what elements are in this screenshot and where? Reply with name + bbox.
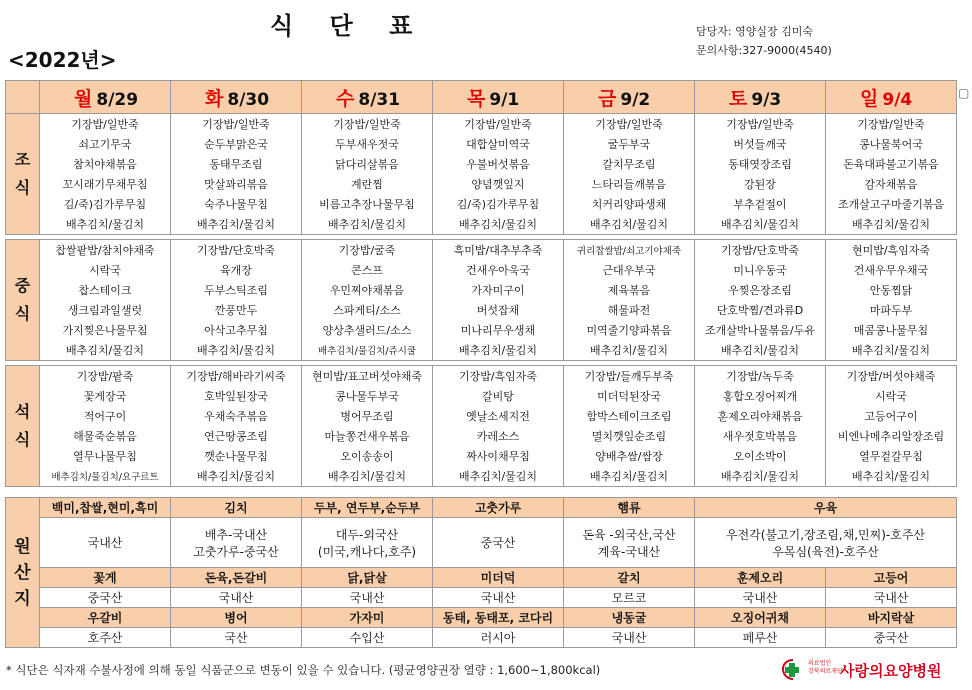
menu-cell: 미역줄기양파볶음 [564, 320, 695, 340]
menu-cell: 배추김치/물김치 [302, 214, 433, 235]
menu-cell: 마늘쫑건새우볶음 [302, 426, 433, 446]
menu-cell: 동태무조림 [171, 154, 302, 174]
menu-cell: 버섯들깨국 [695, 134, 826, 154]
origin-item-value: 러시아 [433, 628, 564, 648]
meal-label: 석 식 [6, 366, 40, 487]
origin-item-value: 국내산 [695, 588, 826, 608]
menu-cell: 오이소박이 [695, 446, 826, 466]
menu-cell: 기장밥/일반죽 [826, 114, 957, 135]
menu-cell: 갈치무조림 [564, 154, 695, 174]
origin-item-name: 꽃게 [40, 568, 171, 588]
origin-item-name: 백미,찹쌀,현미,흑미 [40, 498, 171, 518]
menu-cell: 배추김치/물김치 [695, 466, 826, 487]
menu-cell: 미더덕된장국 [564, 386, 695, 406]
menu-cell: 강된장 [695, 174, 826, 194]
menu-cell: 조개살박나물볶음/두유 [695, 320, 826, 340]
menu-cell: 양배추쌈/쌈장 [564, 446, 695, 466]
menu-cell: 콩나물북어국 [826, 134, 957, 154]
menu-cell: 양상추샐러드/소스 [302, 320, 433, 340]
origin-item-value: 모르코 [564, 588, 695, 608]
origin-item-value: 호주산 [40, 628, 171, 648]
origin-item-value: 중국산 [826, 628, 957, 648]
origin-item-name: 병어 [171, 608, 302, 628]
menu-cell: 제육볶음 [564, 280, 695, 300]
day-name: 목 [467, 87, 486, 110]
menu-cell: 카레소스 [433, 426, 564, 446]
day-name: 월 [74, 87, 93, 110]
menu-cell: 김/죽)김가루무침 [433, 194, 564, 214]
menu-cell: 안동찜닭 [826, 280, 957, 300]
day-name: 토 [729, 87, 748, 110]
menu-cell: 숙주나물무침 [171, 194, 302, 214]
menu-cell: 고등어구이 [826, 406, 957, 426]
origin-item-name: 동태, 동태포, 코다리 [433, 608, 564, 628]
day-date: 9/3 [751, 89, 782, 110]
menu-cell: 부추겉절이 [695, 194, 826, 214]
menu-cell: 기장밥/녹두죽 [695, 366, 826, 387]
origin-item-name: 미더덕 [433, 568, 564, 588]
menu-cell: 기장밥/팥죽 [40, 366, 171, 387]
page-title: 식 단 표 [270, 12, 427, 40]
origin-item-value: 배추-국내산 고춧가루-중국산 [171, 518, 302, 568]
day-date: 9/2 [620, 89, 651, 110]
origin-item-value: 돈육 -외국산,국산 계육-국내산 [564, 518, 695, 568]
menu-table [5, 80, 957, 487]
menu-cell: 아삭고추무침 [171, 320, 302, 340]
menu-cell: 가자미구이 [433, 280, 564, 300]
menu-cell: 호박잎된장국 [171, 386, 302, 406]
origin-label: 원 산 지 [6, 498, 40, 648]
menu-cell: 짜사이채무침 [433, 446, 564, 466]
menu-cell: 육개장 [171, 260, 302, 280]
origin-item-value: 중국산 [40, 588, 171, 608]
menu-cell: 배추김치/물김치 [826, 340, 957, 361]
origin-item-value: 국내산 [433, 588, 564, 608]
menu-cell: 시락국 [40, 260, 171, 280]
menu-cell: 기장밥/단호박죽 [695, 240, 826, 261]
origin-item-name: 우육 [695, 498, 957, 518]
day-date: 9/4 [882, 89, 913, 110]
menu-cell: 생크림과일샐럿 [40, 300, 171, 320]
menu-cell: 조개살고구마줄기볶음 [826, 194, 957, 214]
menu-cell: 감자채볶음 [826, 174, 957, 194]
menu-cell: 닭다리살볶음 [302, 154, 433, 174]
menu-cell: 기장밥/해바라기씨죽 [171, 366, 302, 387]
day-name: 일 [860, 87, 879, 110]
menu-cell: 연근땅콩조림 [171, 426, 302, 446]
menu-cell: 배추김치/물김치 [302, 466, 433, 487]
menu-cell: 새우젓호박볶음 [695, 426, 826, 446]
day-header [564, 81, 695, 114]
menu-cell: 건새우무우채국 [826, 260, 957, 280]
menu-cell: 대합살미역국 [433, 134, 564, 154]
menu-cell: 기장밥/들깨두부죽 [564, 366, 695, 387]
menu-cell: 비엔나메추리알장조림 [826, 426, 957, 446]
menu-cell: 치커리양파생채 [564, 194, 695, 214]
origin-item-name: 햄류 [564, 498, 695, 518]
menu-cell: 배추김치/물김치 [40, 340, 171, 361]
origin-item-name: 가자미 [302, 608, 433, 628]
menu-cell: 함박스테이크조림 [564, 406, 695, 426]
day-header [40, 81, 171, 114]
origin-item-name: 우갈비 [40, 608, 171, 628]
menu-cell: 배추김치/물김치 [171, 340, 302, 361]
day-date: 9/1 [489, 89, 520, 110]
menu-cell: 찹스테이크 [40, 280, 171, 300]
origin-table [5, 497, 957, 648]
origin-item-name: 오징어귀채 [695, 608, 826, 628]
logo-foundation-text: 의료법인 강북의료재단 [808, 660, 843, 675]
logo-hospital-name: 사랑의요양병원 [840, 662, 942, 680]
menu-cell: 적어구이 [40, 406, 171, 426]
menu-cell: 해물죽순볶음 [40, 426, 171, 446]
day-name: 화 [205, 87, 224, 110]
menu-cell: 콩나물두부국 [302, 386, 433, 406]
menu-cell: 기장밥/버섯야채죽 [826, 366, 957, 387]
menu-cell: 배추김치/물김치 [564, 340, 695, 361]
menu-cell: 콘스프 [302, 260, 433, 280]
menu-cell: 기장밥/단호박죽 [171, 240, 302, 261]
menu-cell: 기장밥/일반죽 [695, 114, 826, 135]
menu-cell: 멸치깻잎순조림 [564, 426, 695, 446]
menu-cell: 찹쌀팥밥/참치야채죽 [40, 240, 171, 261]
menu-cell: 시락국 [826, 386, 957, 406]
menu-cell: 기장밥/일반죽 [302, 114, 433, 135]
origin-item-name: 바지락살 [826, 608, 957, 628]
menu-cell: 배추김치/물김치 [695, 214, 826, 235]
menu-cell: 단호박찜/견과류D [695, 300, 826, 320]
menu-cell: 홍합오징어찌개 [695, 386, 826, 406]
menu-cell: 참치야채볶음 [40, 154, 171, 174]
menu-cell: 건새우아욱국 [433, 260, 564, 280]
menu-cell: 깻순나물무침 [171, 446, 302, 466]
inquiry-text: 문의사항:327-9000(4540) [696, 44, 832, 57]
day-name: 수 [336, 87, 355, 110]
paste-options-icon[interactable]: ▢ [958, 86, 970, 100]
menu-cell: 미니우동국 [695, 260, 826, 280]
cross-logo-icon [782, 658, 804, 680]
menu-cell: 쇠고기무국 [40, 134, 171, 154]
menu-cell: 돈육대파불고기볶음 [826, 154, 957, 174]
day-header [302, 81, 433, 114]
menu-cell: 배추김치/물김치 [433, 214, 564, 235]
day-header [171, 81, 302, 114]
menu-cell: 귀리찹쌀밥/쇠고기야채죽 [564, 240, 695, 261]
menu-cell: 배추김치/물김치 [171, 214, 302, 235]
menu-cell: 배추김치/물김치 [171, 466, 302, 487]
year-label: <2022년> [8, 48, 117, 72]
menu-cell: 동태엿장조림 [695, 154, 826, 174]
day-name: 금 [598, 87, 617, 110]
menu-cell: 굴두부국 [564, 134, 695, 154]
contact-info [696, 22, 832, 60]
origin-item-value: 우전각(불고기,장조림,채,민찌)-호주산 우목심(육전)-호주산 [695, 518, 957, 568]
menu-cell: 기장밥/일반죽 [433, 114, 564, 135]
menu-cell: 우불버섯볶음 [433, 154, 564, 174]
menu-cell: 스파게티/소스 [302, 300, 433, 320]
menu-cell: 현미밥/흑임자죽 [826, 240, 957, 261]
origin-item-value: 국내산 [40, 518, 171, 568]
menu-cell: 꽃게장국 [40, 386, 171, 406]
day-header [433, 81, 564, 114]
origin-item-name: 갈치 [564, 568, 695, 588]
menu-cell: 근대우부국 [564, 260, 695, 280]
origin-item-value: 국내산 [826, 588, 957, 608]
menu-cell: 배추김치/물김치 [564, 214, 695, 235]
origin-item-name: 김치 [171, 498, 302, 518]
menu-cell: 매콤콩나물무침 [826, 320, 957, 340]
origin-item-name: 돈육,돈갈비 [171, 568, 302, 588]
day-date: 8/29 [96, 89, 139, 110]
menu-cell: 배추김치/물김치 [40, 214, 171, 235]
menu-cell: 배추김치/물김치 [564, 466, 695, 487]
day-header [695, 81, 826, 114]
origin-item-value: 중국산 [433, 518, 564, 568]
meal-label: 중 식 [6, 240, 40, 361]
menu-cell: 기장밥/일반죽 [40, 114, 171, 135]
menu-cell: 병어무조림 [302, 406, 433, 426]
origin-item-name: 두부, 연두부,순두부 [302, 498, 433, 518]
menu-cell: 꼬시래기무채무침 [40, 174, 171, 194]
origin-item-value: 국산 [171, 628, 302, 648]
menu-cell: 현미밥/표고버섯야채죽 [302, 366, 433, 387]
menu-cell: 김/죽)김가루무침 [40, 194, 171, 214]
origin-item-value: 국내산 [302, 588, 433, 608]
menu-cell: 계란찜 [302, 174, 433, 194]
menu-cell: 흑미밥/대추부추죽 [433, 240, 564, 261]
menu-cell: 배추김치/물김치 [433, 466, 564, 487]
menu-cell: 오이송송이 [302, 446, 433, 466]
menu-cell: 배추김치/물김치 [433, 340, 564, 361]
menu-cell: 순두부맑은국 [171, 134, 302, 154]
menu-cell: 두부스틱조림 [171, 280, 302, 300]
menu-cell: 기장밥/굴죽 [302, 240, 433, 261]
menu-cell: 열무나물무침 [40, 446, 171, 466]
origin-item-name: 냉동굴 [564, 608, 695, 628]
menu-cell: 비름고추장나물무침 [302, 194, 433, 214]
menu-cell: 배추김치/물김치/쥬시쿨 [302, 340, 433, 361]
menu-cell: 깐풍만두 [171, 300, 302, 320]
menu-cell: 갈비탕 [433, 386, 564, 406]
header-corner [6, 81, 40, 114]
menu-cell: 기장밥/일반죽 [564, 114, 695, 135]
origin-item-name: 닭,닭살 [302, 568, 433, 588]
origin-item-name: 훈제오리 [695, 568, 826, 588]
menu-cell: 배추김치/물김치/요구르트 [40, 466, 171, 487]
footnote: * 식단은 식자재 수불사정에 의해 동일 식품군으로 변동이 있을 수 있습니다. (평균영양권장 열량 : 1,600~1,800kcal) [6, 663, 601, 677]
menu-cell: 미나리무우생채 [433, 320, 564, 340]
origin-item-value: 페루산 [695, 628, 826, 648]
menu-cell: 배추김치/물김치 [826, 466, 957, 487]
day-header [826, 81, 957, 114]
menu-cell: 맛살꽈리볶음 [171, 174, 302, 194]
menu-cell: 느타리들깨볶음 [564, 174, 695, 194]
hospital-logo [782, 654, 954, 684]
menu-cell: 배추김치/물김치 [826, 214, 957, 235]
origin-item-value: 국내산 [171, 588, 302, 608]
menu-cell: 두부새우젓국 [302, 134, 433, 154]
origin-item-name: 고등어 [826, 568, 957, 588]
menu-cell: 해물파전 [564, 300, 695, 320]
origin-item-value: 수입산 [302, 628, 433, 648]
origin-item-value: 국내산 [564, 628, 695, 648]
origin-item-name: 고춧가루 [433, 498, 564, 518]
day-date: 8/30 [227, 89, 270, 110]
menu-cell: 가지찢은나물무침 [40, 320, 171, 340]
menu-cell: 기장밥/일반죽 [171, 114, 302, 135]
day-date: 8/31 [358, 89, 401, 110]
menu-cell: 양념깻잎지 [433, 174, 564, 194]
menu-cell: 우민찌야채볶음 [302, 280, 433, 300]
meal-label: 조 식 [6, 114, 40, 235]
manager-text: 담당자: 영양실장 김미숙 [696, 25, 813, 38]
menu-cell: 버섯잡채 [433, 300, 564, 320]
menu-cell: 훈제오리야채볶음 [695, 406, 826, 426]
origin-item-value: 대두-외국산 (미국,캐나다,호주) [302, 518, 433, 568]
menu-cell: 옛날소세지전 [433, 406, 564, 426]
menu-cell: 마파두부 [826, 300, 957, 320]
menu-cell: 우채숙주볶음 [171, 406, 302, 426]
menu-cell: 배추김치/물김치 [695, 340, 826, 361]
menu-cell: 우찢은장조림 [695, 280, 826, 300]
menu-cell: 열무겉갈무침 [826, 446, 957, 466]
menu-cell: 기장밥/흑임자죽 [433, 366, 564, 387]
